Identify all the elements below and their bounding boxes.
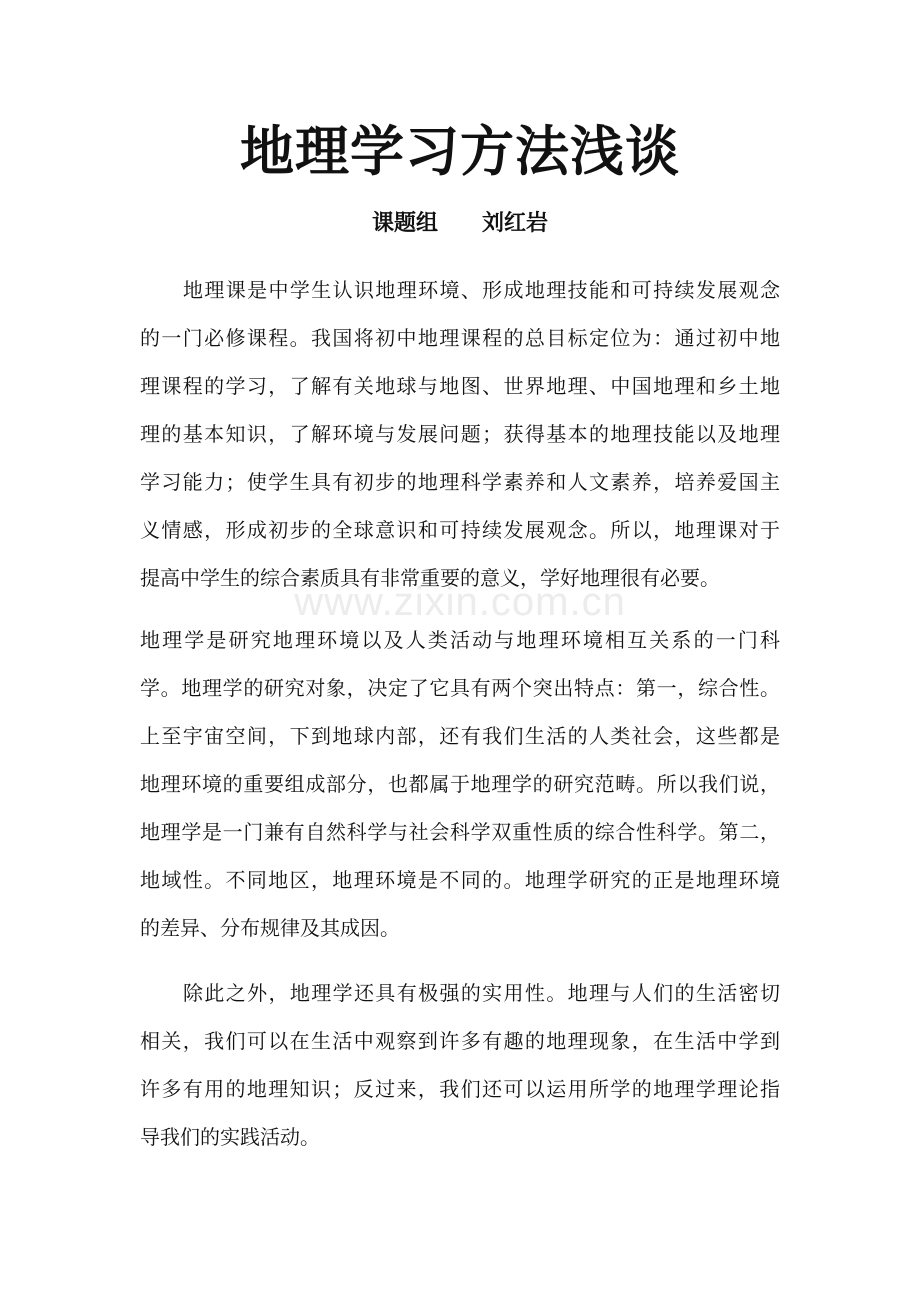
paragraph-line: 的差异、分布规律及其成因。 xyxy=(140,916,400,940)
paragraph-line: 许多有用的地理知识；反过来，我们还可以运用所学的地理学理论指 xyxy=(140,1077,780,1101)
paragraph-1 xyxy=(140,266,780,602)
author-byline: 课题组 刘红岩 xyxy=(371,210,548,236)
paragraph-line: 提高中学生的综合素质具有非常重要的意义，学好地理很有必要。 xyxy=(140,566,720,590)
document-title: 地理学习方法浅谈 xyxy=(240,119,680,183)
paragraph-line: 的一门必修课程。我国将初中地理课程的总目标定位为：通过初中地 xyxy=(140,326,780,350)
paragraph-2 xyxy=(140,616,780,952)
paragraph-3 xyxy=(140,969,780,1161)
paragraph-line: 上至宇宙空间，下到地球内部，还有我们生活的人类社会，这些都是 xyxy=(140,724,780,748)
paragraph-line: 地理环境的重要组成部分，也都属于地理学的研究范畴。所以我们说， xyxy=(140,772,780,796)
paragraph-line: 地理学是研究地理环境以及人类活动与地理环境相互关系的一门科 xyxy=(140,628,780,652)
paragraph-line: 地域性。不同地区，地理环境是不同的。地理学研究的正是地理环境 xyxy=(140,868,780,892)
paragraph-line: 导我们的实践活动。 xyxy=(140,1125,320,1149)
paragraph-line: 相关，我们可以在生活中观察到许多有趣的地理现象，在生活中学到 xyxy=(140,1029,780,1053)
paragraph-line: 地理学是一门兼有自然科学与社会科学双重性质的综合性科学。第二， xyxy=(140,820,780,844)
paragraph-line: 学。地理学的研究对象，决定了它具有两个突出特点：第一，综合性。 xyxy=(140,676,780,700)
paragraph-line: 除此之外，地理学还具有极强的实用性。地理与人们的生活密切 xyxy=(183,981,780,1005)
paragraph-line: 理课程的学习，了解有关地球与地图、世界地理、中国地理和乡土地 xyxy=(140,374,780,398)
watermark: www.zixin.com.cn xyxy=(294,580,626,624)
paragraph-line: 地理课是中学生认识地理环境、形成地理技能和可持续发展观念 xyxy=(183,278,780,302)
paragraph-line: 学习能力；使学生具有初步的地理科学素养和人文素养，培养爱国主 xyxy=(140,470,780,494)
paragraph-line: 义情感，形成初步的全球意识和可持续发展观念。所以，地理课对于 xyxy=(140,518,780,542)
paragraph-line: 理的基本知识，了解环境与发展问题；获得基本的地理技能以及地理 xyxy=(140,422,780,446)
